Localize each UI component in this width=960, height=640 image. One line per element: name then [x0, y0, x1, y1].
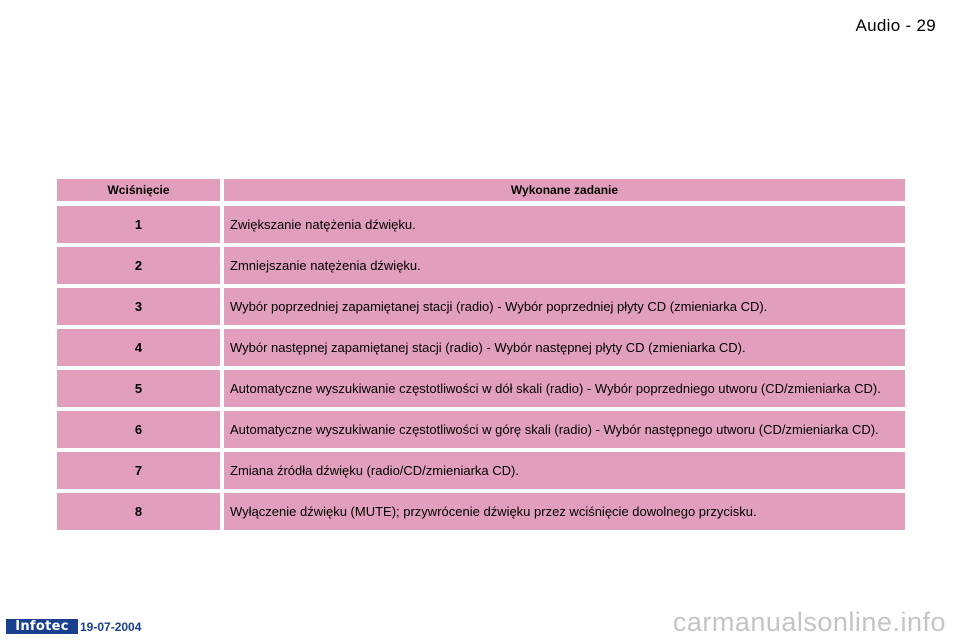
- table-row: [57, 493, 905, 530]
- watermark: carmanualsonline.info: [672, 607, 946, 637]
- table-row: [57, 288, 905, 325]
- row-key: 2: [57, 247, 220, 284]
- table-row: [57, 247, 905, 284]
- row-action: Wyłączenie dźwięku (MUTE); przywrócenie dźwięku przez wciśnięcie dowolnego przycisku.: [224, 493, 905, 530]
- row-key: 5: [57, 370, 220, 407]
- row-action: Zmiana źródła dźwięku (radio/CD/zmieniarka CD).: [224, 452, 905, 489]
- row-action: Wybór poprzedniej zapamiętanej stacji (radio) - Wybór poprzedniej płyty CD (zmieniarka CD).: [224, 288, 905, 325]
- header-key: Wciśnięcie: [57, 179, 220, 201]
- table-row: [57, 452, 905, 489]
- row-key: 3: [57, 288, 220, 325]
- table-header-row: [57, 179, 905, 201]
- table-row: [57, 206, 905, 243]
- infotec-logo: Infotec: [6, 619, 78, 634]
- row-key: 1: [57, 206, 220, 243]
- footer-date: 19-07-2004: [80, 619, 142, 634]
- row-key: 8: [57, 493, 220, 530]
- button-function-table: [57, 179, 905, 534]
- page-title: Audio - 29: [855, 16, 936, 35]
- row-key: 6: [57, 411, 220, 448]
- row-action: Zmniejszanie natężenia dźwięku.: [224, 247, 905, 284]
- row-key: 7: [57, 452, 220, 489]
- table-row: [57, 329, 905, 366]
- header-action: Wykonane zadanie: [224, 179, 905, 201]
- table-row: [57, 411, 905, 448]
- row-action: Automatyczne wyszukiwanie częstotliwości w dół skali (radio) - Wybór poprzedniego utworu (CD/zmieniarka CD).: [224, 370, 905, 407]
- table-row: [57, 370, 905, 407]
- row-key: 4: [57, 329, 220, 366]
- row-action: Zwiększanie natężenia dźwięku.: [224, 206, 905, 243]
- row-action: Wybór następnej zapamiętanej stacji (radio) - Wybór następnej płyty CD (zmieniarka CD).: [224, 329, 905, 366]
- row-action: Automatyczne wyszukiwanie częstotliwości w górę skali (radio) - Wybór następnego utworu (CD/zmieniarka CD).: [224, 411, 905, 448]
